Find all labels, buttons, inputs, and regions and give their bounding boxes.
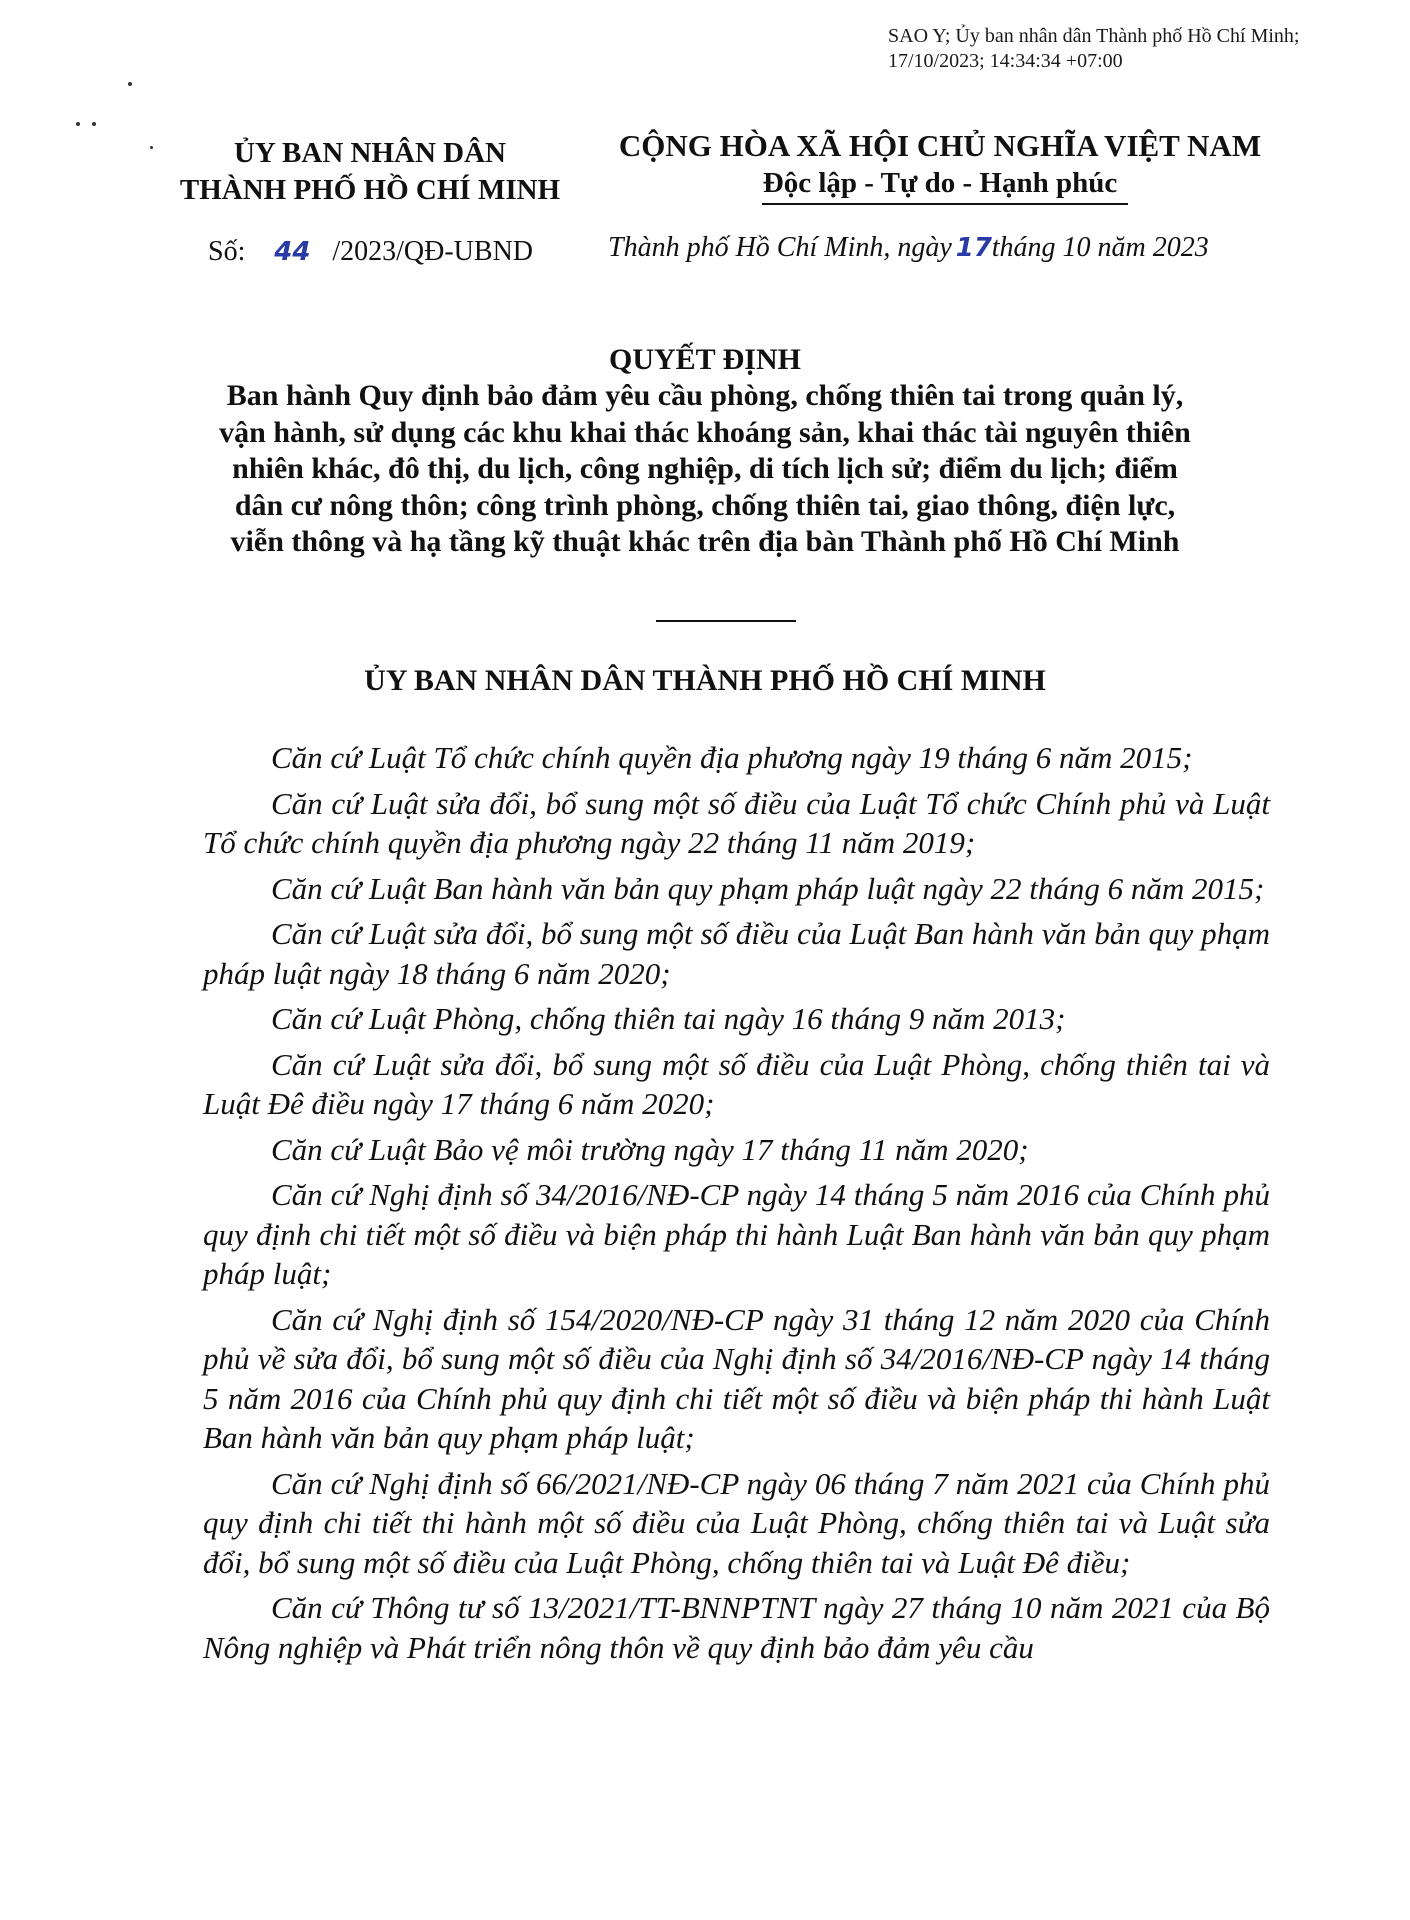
legal-basis-item: Căn cứ Luật Tổ chức chính quyền địa phương ngày 19 tháng 6 năm 2015;	[271, 740, 1193, 775]
stamp-line: SAO Y; Ủy ban nhân dân Thành phố Hồ Chí Minh;	[888, 25, 1300, 47]
legal-basis-item: Căn cứ Nghị định số 154/2020/NĐ-CP ngày 31 tháng 12 năm 2020 của Chính phủ về sửa đổi, bổ sung một số điều của Nghị định số 34/2016/NĐ-CP ngày 14 tháng 5 năm 2016 của Chính phủ quy định chi tiết một số điều và biện pháp thi hành Luật Ban hành văn bản quy phạm pháp luật;	[203, 1301, 1270, 1455]
document-number	[208, 234, 533, 270]
national-heading	[580, 127, 1300, 201]
handwritten-number: 44	[274, 237, 311, 267]
national-motto: Độc lập - Tự do - Hạnh phúc	[762, 167, 1118, 199]
stamp-line: 17/10/2023; 14:34:34 +07:00	[888, 50, 1123, 72]
agency-line: THÀNH PHỐ HỒ CHÍ MINH	[179, 174, 561, 206]
scan-speck	[128, 82, 132, 86]
scan-speck	[92, 122, 96, 126]
legal-basis-item: Căn cứ Luật sửa đổi, bổ sung một số điều của Luật Ban hành văn bản quy phạm pháp luật ngày 18 tháng 6 năm 2020;	[203, 916, 1270, 991]
legal-basis-item: Căn cứ Luật Bảo vệ môi trường ngày 17 tháng 11 năm 2020;	[271, 1131, 1029, 1167]
agency-line: ỦY BAN NHÂN DÂN	[233, 137, 506, 169]
place-and-date	[608, 230, 1209, 266]
legal-basis-item: Căn cứ Nghị định số 34/2016/NĐ-CP ngày 14 tháng 5 năm 2016 của Chính phủ quy định chi tiết một số điều và biện pháp thi hành Luật Ban hành văn bản quy phạm pháp luật;	[203, 1177, 1270, 1291]
legal-basis-item: Căn cứ Luật Phòng, chống thiên tai ngày 16 tháng 9 năm 2013;	[271, 1001, 1066, 1036]
handwritten-day: 17	[955, 233, 992, 263]
issuer-heading: ỦY BAN NHÂN DÂN THÀNH PHỐ HỒ CHÍ MINH	[364, 664, 1046, 697]
republic-name: CỘNG HÒA XÃ HỘI CHỦ NGHĨA VIỆT NAM	[618, 128, 1262, 163]
legal-basis-item: Căn cứ Luật Ban hành văn bản quy phạm pháp luật ngày 22 tháng 6 năm 2015;	[271, 870, 1265, 906]
document-subtitle: Ban hành Quy định bảo đảm yêu cầu phòng, chống thiên tai trong quản lý, vận hành, sử dụng các khu khai thác khoáng sản, khai thác tài nguyên thiên nhiên khác, đô thị, du lịch, công nghiệp, di tích lịch sử; điểm du lịch; điểm dân cư nông thôn; công trình phòng, chống thiên tai, giao thông, điện lực, viễn thông và hạ tầng kỹ thuật khác trên địa bàn Thành phố Hồ Chí Minh	[219, 379, 1191, 559]
date-after: tháng 10 năm 2023	[991, 232, 1209, 263]
date-before: Thành phố Hồ Chí Minh, ngày	[608, 232, 952, 263]
legal-basis-item: Căn cứ Thông tư số 13/2021/TT-BNNPTNT ngày 27 tháng 10 năm 2021 của Bộ Nông nghiệp và Phát triển nông thôn về quy định bảo đảm yêu cầu	[203, 1590, 1270, 1665]
number-prefix: Số:	[208, 236, 246, 267]
legal-basis-list	[203, 738, 1270, 1673]
document-title: QUYẾT ĐỊNH	[609, 343, 801, 376]
legal-basis-item: Căn cứ Luật sửa đổi, bổ sung một số điều của Luật Tổ chức Chính phủ và Luật Tổ chức chính quyền địa phương ngày 22 tháng 11 năm 2019;	[203, 785, 1270, 860]
issuing-agency	[150, 135, 590, 209]
digital-copy-stamp	[888, 24, 1398, 74]
legal-basis-item: Căn cứ Luật sửa đổi, bổ sung một số điều của Luật Phòng, chống thiên tai và Luật Đê điều ngày 17 tháng 6 năm 2020;	[203, 1046, 1270, 1121]
subtitle-underline	[656, 620, 796, 622]
legal-basis-item: Căn cứ Nghị định số 66/2021/NĐ-CP ngày 06 tháng 7 năm 2021 của Chính phủ quy định chi tiết thi hành một số điều của Luật Phòng, chống thiên tai và Luật sửa đổi, bổ sung một số điều của Luật Phòng, chống thiên tai và Luật Đê điều;	[203, 1465, 1270, 1580]
motto-underline	[762, 203, 1128, 205]
number-suffix: /2023/QĐ-UBND	[332, 236, 534, 267]
scan-speck	[76, 122, 80, 126]
